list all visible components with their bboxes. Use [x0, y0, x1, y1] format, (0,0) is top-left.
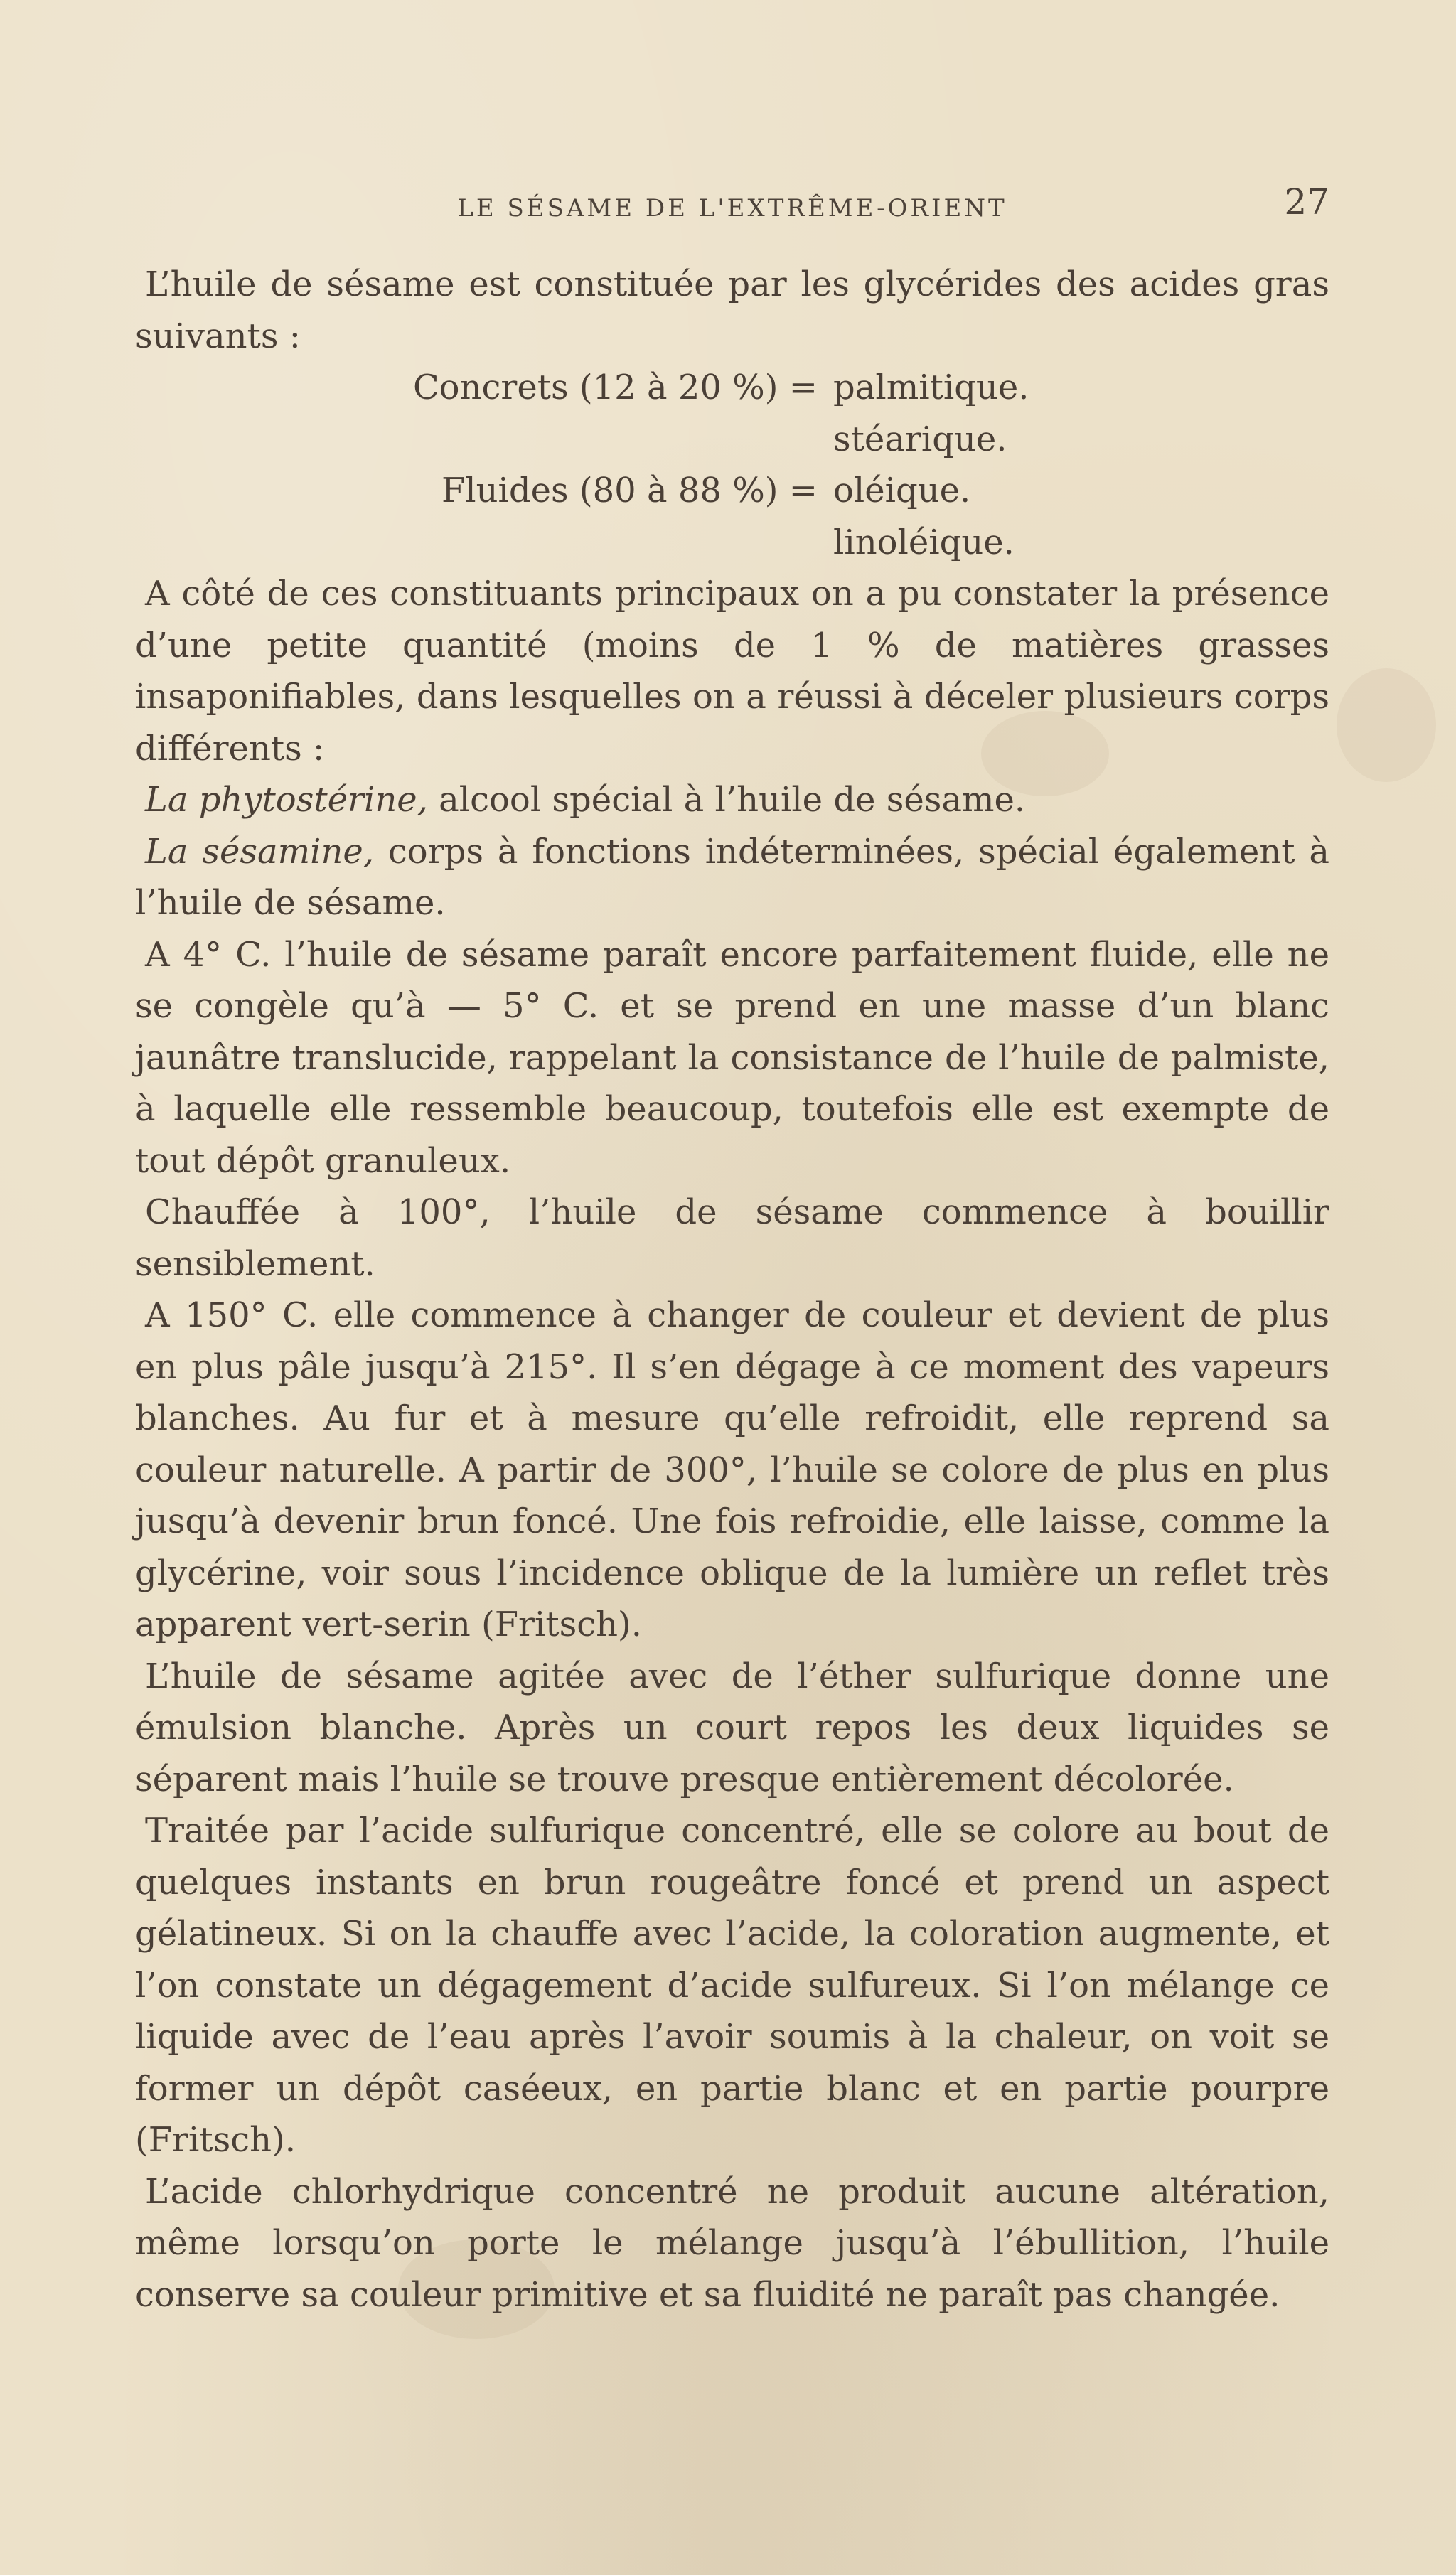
formula-value-palmitique: palmitique. [833, 368, 1029, 407]
paragraph-phytosterine [135, 774, 1329, 826]
paragraph-ether: L’huile de sésame agitée avec de l’éther sulfurique donne une émulsion blanche. Après un court repos les deux liquides se séparent mais l’huile se trouve presque entièrement décolorée. [135, 1656, 1329, 1799]
running-title: LE SÉSAME DE L'EXTRÊME-ORIENT [457, 194, 1007, 223]
page-number: 27 [1284, 181, 1329, 223]
term-phytosterine: La phytostérine, [145, 780, 428, 820]
formula-value-oleique: oléique. [833, 471, 971, 510]
paragraph-ebullition: Chauffée à 100°, l’huile de sésame commence à bouillir sensiblement. [135, 1192, 1329, 1284]
formula-label-fluides: Fluides (80 à 88 %) = [441, 471, 818, 510]
formula-value-stearique: stéarique. [833, 419, 1007, 459]
text-sesamine: corps à fonctions indéterminées, spécial également à l’huile de sésame. [135, 831, 1330, 923]
paragraph-chauffage: A 150° C. elle commence à changer de couleur et devient de plus en plus pâle jusqu’à 215°. Il s’en dégage à ce moment des vapeurs blanches. Au fur et à mesure qu’elle refroidit, elle reprend sa couleur naturelle. A partir de 300°, l’huile se colore de plus en plus jusqu’à devenir brun foncé. Une fois refroidie, elle laisse, comme la glycérine, voir sous l’incidence oblique de la lumière un reflet très apparent vert-serin (Fritsch). [135, 1295, 1329, 1644]
term-sesamine: La sésamine, [145, 831, 375, 872]
body-text [135, 259, 1329, 2320]
paragraph-acide-chlorhydrique: L’acide chlorhydrique concentré ne produit aucune altération, même lorsqu’on porte le mélange jusqu’à l’ébullition, l’huile conserve sa couleur primitive et sa fluidité ne paraît pas changée. [135, 2171, 1329, 2315]
fatty-acid-list [135, 362, 1329, 568]
text-phytosterine: alcool spécial à l’huile de sésame. [427, 780, 1026, 820]
paper-stain [1337, 668, 1436, 782]
paragraph-congelation: A 4° C. l’huile de sésame paraît encore parfaitement fluide, elle ne se congèle qu’à — 5° C. et se prend en une masse d’un blanc jaunâtre translucide, rappelant la consistance de l’huile de palmiste, à laquelle elle ressemble beaucoup, toutefois elle est exempte de tout dépôt granuleux. [135, 934, 1329, 1181]
formula-value-linoleique: linoléique. [833, 522, 1015, 562]
paragraph-acide-sulfurique: Traitée par l’acide sulfurique concentré, elle se colore au bout de quelques instants en brun rougeâtre foncé et prend un aspect gélatineux. Si on la chauffe avec l’acide, la coloration augmente, et l’on constate un dégagement d’acide sulfureux. Si l’on mélange ce liquide avec de l’eau après l’avoir soumis à la chaleur, on voit se former un dépôt caséeux, en partie blanc et en partie pourpre (Fritsch). [135, 1811, 1329, 2160]
intro-paragraph: L’huile de sésame est constituée par les glycérides des acides gras suivants : [135, 264, 1329, 356]
formula-label-concrets: Concrets (12 à 20 %) = [412, 368, 818, 407]
paragraph-sesamine [135, 826, 1329, 929]
paragraph-constituants: A côté de ces constituants principaux on a pu constater la présence d’une petite quantité (moins de 1 % de matières grasses insaponifiables, dans lesquelles on a réussi à déceler plusieurs corps différents : [135, 574, 1329, 769]
page-header [135, 181, 1329, 238]
